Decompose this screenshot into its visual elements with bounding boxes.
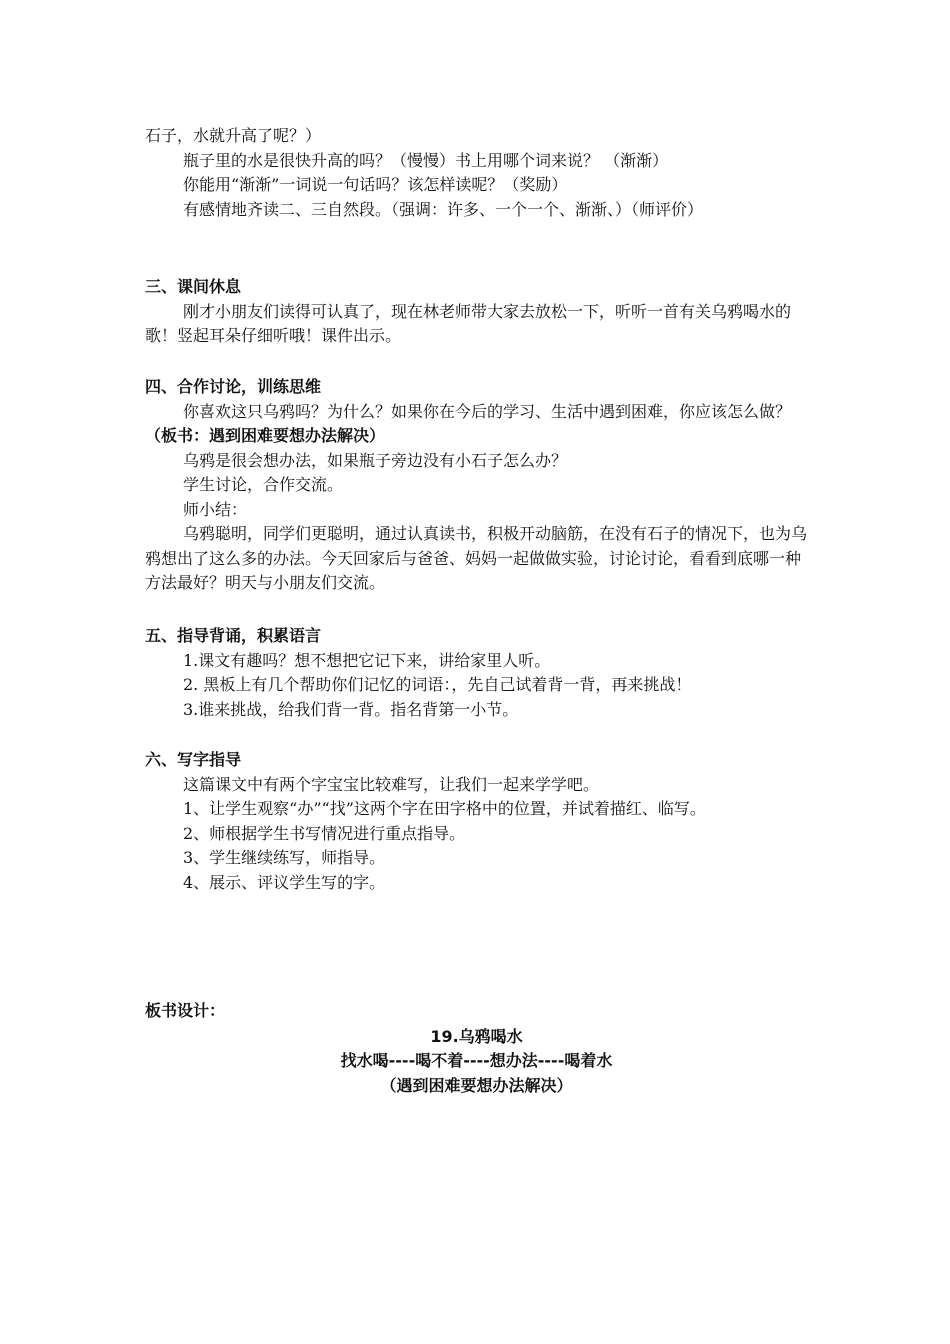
section-6-paragraph-5: 4、展示、评议学生写的字。 — [183, 872, 386, 892]
section-4 — [145, 375, 808, 596]
section-6-paragraph-4: 3、学生继续练写，师指导。 — [183, 848, 386, 867]
section-3-paragraph-1: 刚才小朋友们读得可认真了，现在林老师带大家去放松一下，听听一首有关乌鸦喝水的歌！竖起耳朵仔细听哦！课件出示。 — [145, 301, 792, 345]
section-4-paragraph-5: 乌鸦聪明，同学们更聪明，通过认真读书，积极开动脑筋，在没有石子的情况下，也为乌鸦想出了这么多的办法。今天回家后与爸爸、妈妈一起做做实验，讨论讨论，看看到底哪一种方法最好？明天与小朋友们交流。 — [145, 524, 808, 592]
section-6 — [145, 748, 808, 895]
section-4-heading: 四、合作讨论，训练思维 — [145, 377, 322, 396]
board-design-label: 板书设计： — [145, 1001, 226, 1020]
intro-paragraph-2: 你能用“渐渐”一词说一句话吗？该怎样读呢？（奖励） — [183, 175, 568, 194]
section-3-heading: 三、课间休息 — [145, 277, 242, 296]
section-5-heading: 五、指导背诵，积累语言 — [145, 626, 322, 645]
section-3 — [145, 275, 808, 349]
section-6-paragraph-1: 这篇课文中有两个字宝宝比较难写，让我们一起来学学吧。 — [183, 774, 600, 794]
section-6-paragraph-3: 2、师根据学生书写情况进行重点指导。 — [183, 823, 466, 843]
section-4-paragraph-4: 师小结： — [183, 499, 248, 519]
section-4-paragraph-1-text: 你喜欢这只乌鸦吗？为什么？如果你在今后的学习、生活中遇到困难，你应该怎么做？ — [183, 401, 792, 421]
intro-paragraph-1: 瓶子里的水是很快升高的吗？（慢慢）书上用哪个词来说？ （渐渐） — [183, 150, 669, 170]
section-5-paragraph-3: 3.谁来挑战，给我们背一背。指名背第一小节。 — [183, 699, 519, 719]
section-5-paragraph-2: 2. 黑板上有几个帮助你们记忆的词语：，先自己试着背一背，再来挑战！ — [183, 675, 692, 694]
intro-paragraph-0: 石子，水就升高了呢？） — [145, 126, 322, 145]
intro-section — [145, 124, 808, 222]
section-4-paragraph-3: 学生讨论，合作交流。 — [183, 475, 344, 494]
board-design — [145, 999, 808, 1098]
board-line-1: 找水喝----喝不着----想办法----喝着水 — [340, 1051, 613, 1070]
section-6-paragraph-2: 1、让学生观察“办”“找”这两个字在田字格中的位置，并试着描红、临写。 — [183, 799, 706, 818]
section-5-paragraph-1: 1.课文有趣吗？想不想把它记下来，讲给家里人听。 — [183, 650, 551, 670]
section-5 — [145, 624, 808, 722]
section-4-paragraph-1 — [145, 400, 808, 449]
blackboard-note: （板书：遇到困难要想办法解决） — [145, 426, 386, 445]
intro-paragraph-3: 有感情地齐读二、三自然段。（强调：许多、一个一个、渐渐、）（师评价） — [183, 199, 704, 219]
section-4-paragraph-2: 乌鸦是很会想办法，如果瓶子旁边没有小石子怎么办？ — [183, 450, 568, 470]
board-title: 19.乌鸦喝水 — [430, 1026, 523, 1046]
board-line-2: （遇到困难要想办法解决） — [380, 1075, 573, 1095]
section-6-heading: 六、写字指导 — [145, 750, 242, 769]
